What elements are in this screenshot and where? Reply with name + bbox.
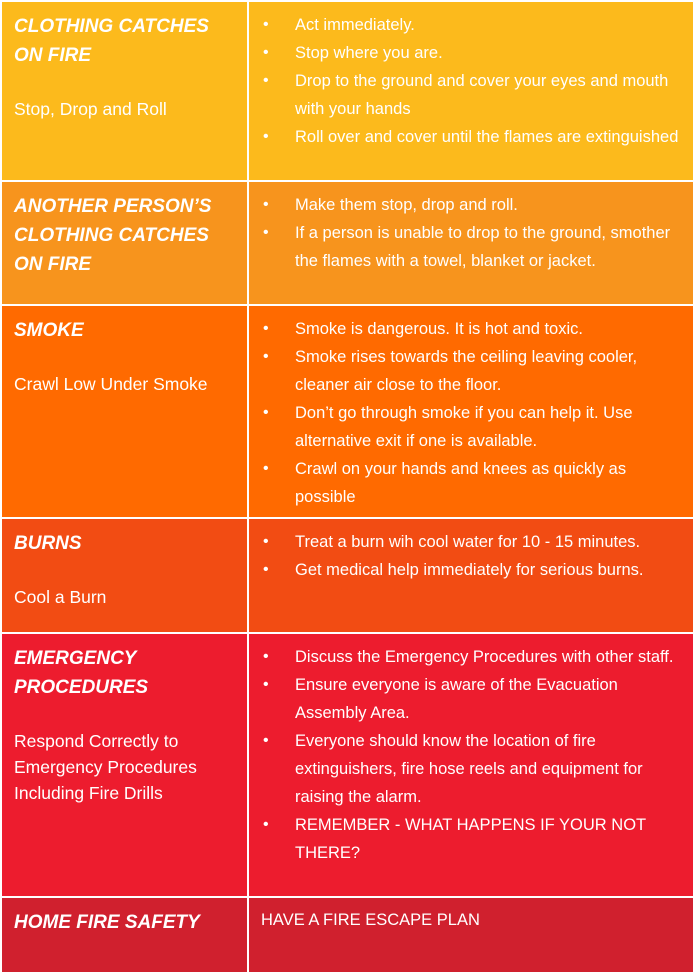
topic-title: BURNS	[14, 533, 82, 554]
advice-list	[259, 315, 685, 511]
advice-item: • Discuss the Emergency Procedures with other staff.	[259, 643, 685, 671]
advice-item: • Smoke is dangerous. It is hot and toxic.	[259, 315, 685, 343]
topic-title: SMOKE	[14, 320, 84, 341]
advice-item: • Don’t go through smoke if you can help it. Use alternative exit if one is available.	[259, 399, 685, 455]
advice-item: • If a person is unable to drop to the ground, smother the flames with a towel, blanket or jacket.	[259, 219, 685, 275]
advice-item: • Everyone should know the location of fire extinguishers, fire hose reels and equipment for raising the alarm.	[259, 727, 685, 811]
advice-cell	[248, 897, 694, 973]
advice-item: • Stop where you are.	[259, 39, 685, 67]
topic-cell	[1, 897, 248, 973]
advice-list	[259, 528, 685, 584]
row-burns	[1, 518, 694, 633]
row-clothing-fire	[1, 1, 694, 181]
advice-item: • Ensure everyone is aware of the Evacuation Assembly Area.	[259, 671, 685, 727]
topic-title: EMERGENCY PROCEDURES	[14, 648, 149, 698]
topic-subtitle: Cool a Burn	[14, 587, 107, 607]
topic-subtitle: Respond Correctly to Emergency Procedures Including Fire Drills	[14, 731, 197, 803]
advice-list	[259, 11, 685, 151]
topic-cell	[1, 1, 248, 181]
advice-list	[259, 191, 685, 275]
advice-cell	[248, 633, 694, 897]
advice-item: • Crawl on your hands and knees as quickly as possible	[259, 455, 685, 511]
topic-cell	[1, 633, 248, 897]
advice-list	[259, 643, 685, 867]
topic-subtitle: Stop, Drop and Roll	[14, 99, 167, 119]
topic-cell	[1, 305, 248, 518]
topic-cell	[1, 518, 248, 633]
advice-item: • Drop to the ground and cover your eyes and mouth with your hands	[259, 67, 685, 123]
row-another-person	[1, 181, 694, 305]
advice-item: • Make them stop, drop and roll.	[259, 191, 685, 219]
advice-item: • Roll over and cover until the flames are extinguished	[259, 123, 685, 151]
advice-item: • Smoke rises towards the ceiling leaving cooler, cleaner air close to the floor.	[259, 343, 685, 399]
advice-cell	[248, 1, 694, 181]
topic-title: HOME FIRE SAFETY	[14, 912, 200, 933]
topic-title: CLOTHING CATCHES ON FIRE	[14, 16, 209, 66]
topic-subtitle: Crawl Low Under Smoke	[14, 374, 208, 394]
advice-item: • Get medical help immediately for serious burns.	[259, 556, 685, 584]
row-home-fire-safety	[1, 897, 694, 973]
row-smoke	[1, 305, 694, 518]
advice-cell	[248, 518, 694, 633]
advice-item: • Treat a burn wih cool water for 10 - 15 minutes.	[259, 528, 685, 556]
advice-cell	[248, 305, 694, 518]
row-emergency-procedures	[1, 633, 694, 897]
advice-text: HAVE A FIRE ESCAPE PLAN	[261, 911, 480, 929]
advice-item: • REMEMBER - WHAT HAPPENS IF YOUR NOT THERE?	[259, 811, 685, 867]
topic-cell	[1, 181, 248, 305]
advice-item: • Act immediately.	[259, 11, 685, 39]
topic-title: ANOTHER PERSON’S CLOTHING CATCHES ON FIRE	[14, 196, 212, 275]
advice-cell	[248, 181, 694, 305]
